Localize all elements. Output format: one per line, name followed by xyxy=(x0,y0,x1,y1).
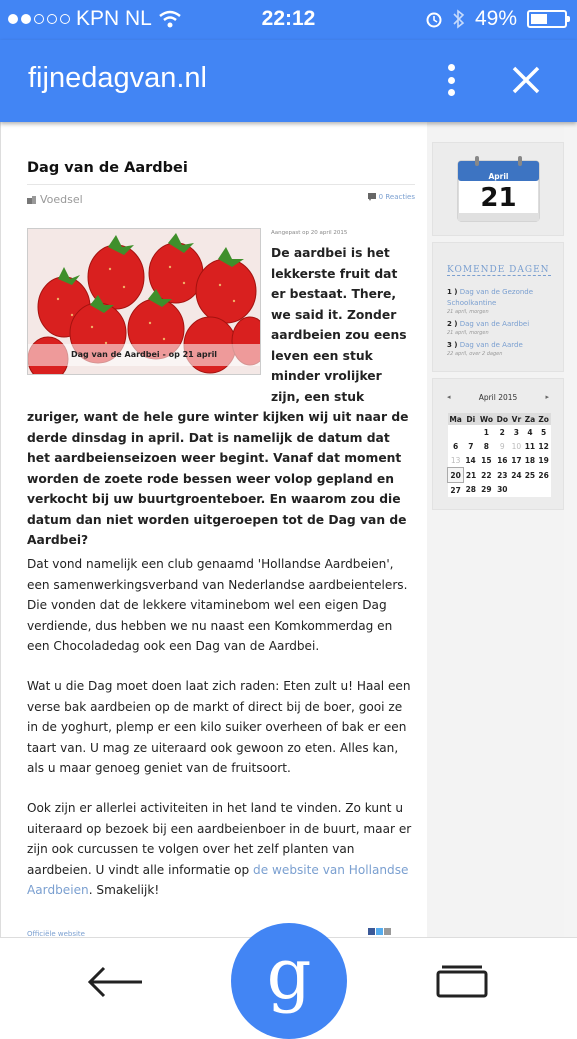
komende-dagen-heading: KOMENDE DAGEN xyxy=(447,265,550,275)
alarm-icon xyxy=(425,10,443,28)
month-calendar-title: April 2015 xyxy=(478,393,518,402)
weekday-header: Vr xyxy=(511,414,522,424)
calendar-day-cell[interactable]: 8 xyxy=(478,439,495,453)
calendar-day-cell[interactable]: 21 xyxy=(464,468,478,483)
article-title: Dag van de Aardbei xyxy=(27,160,188,176)
calendar-day-cell xyxy=(464,425,478,439)
calendar-day-cell[interactable]: 9 xyxy=(495,439,510,453)
upcoming-day-when: 21 april, morgen xyxy=(447,309,489,315)
article-meta xyxy=(27,184,415,206)
month-calendar-table xyxy=(447,413,551,497)
calendar-day-cell[interactable]: 24 xyxy=(510,468,524,483)
official-website-link[interactable]: Officiële website xyxy=(27,930,85,937)
google-g-icon: g xyxy=(266,933,312,1015)
calendar-day-cell[interactable]: 26 xyxy=(537,468,551,483)
calendar-day-cell[interactable]: 15 xyxy=(478,453,495,468)
calendar-day-cell[interactable]: 4 xyxy=(523,425,537,439)
calendar-day-cell[interactable]: 29 xyxy=(478,483,495,498)
status-bar xyxy=(0,0,577,40)
komende-dagen-list xyxy=(447,287,559,361)
arrow-left-icon[interactable] xyxy=(86,964,146,1000)
category[interactable] xyxy=(27,193,415,206)
image-caption: Dag van de Aardbei - op 21 april xyxy=(28,344,260,366)
calendar-day-cell[interactable]: 13 xyxy=(448,453,464,468)
weekday-header: Zo xyxy=(538,414,549,424)
upcoming-day-name[interactable]: Dag van de Gezonde Schoolkantine xyxy=(447,288,534,307)
upcoming-day-when: 21 april, morgen xyxy=(447,330,489,336)
calendar-month: April xyxy=(488,172,509,181)
weekday-header: Ma xyxy=(449,414,462,424)
calendar-day-cell xyxy=(523,483,537,498)
twitter-icon[interactable] xyxy=(376,928,383,935)
weekday-header: Wo xyxy=(479,414,493,424)
google-search-button[interactable] xyxy=(231,923,347,1039)
month-calendar-header xyxy=(447,393,549,402)
paragraph-1: Dat vond namelijk een club genaamd 'Hollandse Aardbeien', een samenwerkingsverband van Nederlandse aardbeientelers. Die vonden dat de lekkere vitaminebom wel een eigen Dag verdiende, dus hebben we nu naast een Komkommerdag en een Chocoladedag ook een Dag van de Aardbei. xyxy=(27,557,408,653)
web-content[interactable] xyxy=(0,122,577,937)
status-time: 22:12 xyxy=(261,7,316,30)
mail-icon[interactable] xyxy=(384,928,391,935)
tabs-icon[interactable] xyxy=(434,964,490,998)
calendar-week-row xyxy=(448,425,551,439)
reacties-link[interactable] xyxy=(368,193,415,201)
calendar-week-row xyxy=(448,439,551,453)
calendar-day-cell[interactable]: 18 xyxy=(523,453,537,468)
app-bar xyxy=(0,40,577,122)
comment-icon xyxy=(368,193,376,201)
calendar-week-row xyxy=(448,468,551,483)
sidebar xyxy=(432,142,564,516)
upcoming-day-number: 2 ) xyxy=(447,320,458,328)
calendar-day-cell[interactable]: 12 xyxy=(537,439,551,453)
site-domain: fijnedagvan.nl xyxy=(28,62,207,94)
paragraph-3-end: . Smakelijk! xyxy=(88,883,160,897)
weekday-header: Do xyxy=(496,414,508,424)
paragraph-3 xyxy=(27,798,417,901)
upcoming-day-when: 22 april, over 2 dagen xyxy=(447,351,503,357)
paragraph-3-text: Ook zijn er allerlei activiteiten in het land te vinden. Zo kunt u uiteraard op bezoek bij een aardbeienboer in de buurt, maar er zijn ook curcussen te volgen over het zelf planten van aardbeien. U vindt alle informatie op xyxy=(27,801,412,877)
updated-date: Aangepast op 20 april 2015 xyxy=(271,230,348,236)
calendar-day-cell[interactable]: 16 xyxy=(495,453,510,468)
bluetooth-icon xyxy=(453,9,465,29)
calendar-day-cell[interactable]: 28 xyxy=(464,483,478,498)
next-month-icon[interactable]: ▸ xyxy=(545,393,549,401)
carrier-name: KPN NL xyxy=(76,7,152,30)
calendar-day-cell xyxy=(537,483,551,498)
category-icon xyxy=(27,195,36,204)
category-label: Voedsel xyxy=(40,193,83,206)
upcoming-day-number: 3 ) xyxy=(447,341,458,349)
page xyxy=(0,122,564,937)
calendar-day-cell[interactable]: 27 xyxy=(448,483,464,498)
calendar-week-row xyxy=(448,483,551,498)
upcoming-day-number: 1 ) xyxy=(447,288,458,296)
komende-dagen-widget xyxy=(432,242,564,372)
facebook-icon[interactable] xyxy=(368,928,375,935)
calendar-day-cell[interactable]: 11 xyxy=(523,439,537,453)
share-icons[interactable] xyxy=(368,928,391,935)
reacties-label: 0 Reacties xyxy=(378,193,415,201)
lead-text: De aardbei is het lekkerste fruit dat er bestaat. There, we said it. Zonder aardbeien zou eens leven een stuk minder vrolijker zijn, een stuk zuriger, want de hele gure winter kijken wij uit naar de derde dinsdag in april. Dat is namelijk de datum dat het aardbeienseizoen weer begint. Vanaf dat moment worden de zoete rode bessen weer volop gepland en verkocht bij uw buurtgroenteboer. En waarom zou die datum dan niet worden uitgeroepen tot de Dag van de Aardbei? xyxy=(27,246,409,547)
calendar-day-cell[interactable]: 5 xyxy=(537,425,551,439)
calendar-week-row xyxy=(448,453,551,468)
calendar-day-cell[interactable]: 3 xyxy=(510,425,524,439)
calendar-day-cell[interactable]: 17 xyxy=(510,453,524,468)
calendar-day-cell[interactable]: 23 xyxy=(495,468,510,483)
upcoming-day-name[interactable]: Dag van de Aardbei xyxy=(459,320,530,328)
calendar-day-cell[interactable]: 20 xyxy=(448,468,464,483)
prev-month-icon[interactable]: ◂ xyxy=(447,393,451,401)
calendar-widget xyxy=(432,142,564,236)
status-right xyxy=(425,7,567,31)
calendar-day-cell[interactable]: 19 xyxy=(537,453,551,468)
more-vert-icon[interactable] xyxy=(444,64,458,96)
battery-icon xyxy=(527,10,567,28)
article xyxy=(0,122,427,937)
calendar-day-cell[interactable]: 1 xyxy=(478,425,495,439)
article-lead xyxy=(27,243,413,551)
battery-percent: 49% xyxy=(474,7,517,30)
calendar-day-cell[interactable]: 6 xyxy=(448,439,464,453)
calendar-day-cell[interactable]: 22 xyxy=(478,468,495,483)
calendar-day-cell xyxy=(448,425,464,439)
calendar-day-cell[interactable]: 7 xyxy=(464,439,478,453)
month-calendar-widget xyxy=(432,378,564,510)
calendar-day-cell xyxy=(510,483,524,498)
close-icon[interactable] xyxy=(508,62,544,98)
upcoming-day-item[interactable] xyxy=(447,340,559,358)
weekday-header: Di xyxy=(464,413,478,425)
calendar-day-cell[interactable]: 30 xyxy=(495,483,510,498)
calendar-day-cell[interactable]: 2 xyxy=(495,425,510,439)
upcoming-day-name[interactable]: Dag van de Aarde xyxy=(459,341,523,349)
calendar-day-cell[interactable]: 10 xyxy=(510,439,524,453)
hollandse-aardbeien-link[interactable]: de website van Hollandse Aardbeien xyxy=(27,862,409,897)
weekday-header: Za xyxy=(524,414,536,424)
paragraph-2: Wat u die Dag moet doen laat zich raden: Eten zult u! Haal een verse bak aardbeien op de markt of direct bij de boer, gooi ze in de yoghurt, plemp er een kilo suiker overheen of bak er een taart van. U mag ze uiteraard ook gewoon zo eten. Alles kan, als u maar genoeg geniet van de fruitsoort. xyxy=(27,679,411,775)
calendar-day-cell[interactable]: 25 xyxy=(523,468,537,483)
page-edge xyxy=(564,122,577,937)
calendar-day-cell[interactable]: 14 xyxy=(464,453,478,468)
upcoming-day-item[interactable] xyxy=(447,287,559,316)
upcoming-day-item[interactable] xyxy=(447,319,559,337)
calendar-day: 21 xyxy=(480,183,517,213)
